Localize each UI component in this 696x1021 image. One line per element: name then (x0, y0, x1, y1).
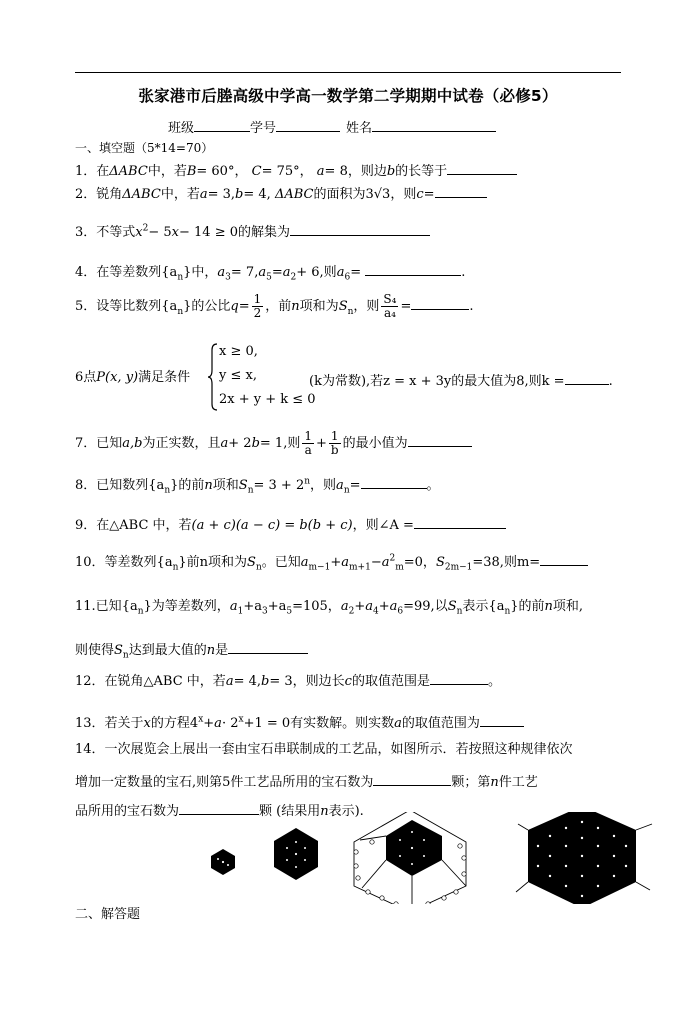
answer-blank-8[interactable] (361, 475, 427, 489)
question-4: 4．在等差数列$\{a_n\}$中，$a_3= 7,a_5=a_2+ 6$,则$a_6=$ . (75, 262, 465, 279)
question-6-suffix: (k为常数),若z = x + 3y的最大值为8,则k = . (309, 371, 613, 388)
gem-piece-1 (211, 849, 235, 875)
exam-title: 张家港市后塍高级中学高一数学第二学期期中试卷（必修5） (138, 87, 558, 105)
answer-blank-5[interactable] (411, 296, 469, 310)
fraction-one-half: $\frac{1}{2}$ (253, 292, 262, 321)
answer-blank-10[interactable] (540, 552, 588, 566)
question-1: 1．在ΔABC中，若B= 60°， C= 75°， a= 8，则边b的长等于 (75, 161, 517, 178)
header-rule (75, 72, 621, 73)
constraint-2: y ≤ x, (219, 368, 257, 383)
question-11-line-2: 则使得$S_n$达到最大值的n是 (75, 640, 308, 657)
number-label: 学号 (250, 121, 277, 136)
answer-blank-12[interactable] (430, 671, 488, 685)
question-11-line-1: 11.已知$\{a_n\}$为等差数列，$a_1+a_3+a_5=105$，$a_2+a_4+a_6=99$,以$S_n$表示$\{a_n\}$的前n项和, (75, 599, 584, 617)
question-14-line-3: 品所用的宝石数为 颗 (结果用n表示). (75, 801, 364, 818)
question-14-line-1: 14．一次展览会上展出一套由宝石串联制成的工艺品，如图所示．若按照这种规律依次 (75, 742, 573, 757)
gem-piece-2 (274, 828, 318, 880)
question-7: 7．已知a,b为正实数，且a+ 2b= 1,则 $\frac{1}{a}$ + $\frac{1}{b}$ 的最小值为 (75, 430, 472, 457)
section-fill-heading: 一、填空题（5*14=70） (75, 141, 214, 155)
name-label: 姓名 (346, 121, 373, 136)
class-label: 班级 (168, 121, 195, 136)
fraction-s4-a4: $\frac{\text{S₄}}{\text{a₄}}$ (383, 292, 397, 321)
answer-blank-7[interactable] (408, 433, 472, 447)
gem-piece-4 (516, 812, 652, 904)
brace-icon (207, 342, 219, 412)
answer-blank-3[interactable] (290, 222, 430, 236)
question-10: 10．等差数列$\{a_n\}$前n项和为$S_n$。已知$a_{m-1}+a_{m+1}-a^2_m=0$，$S_{2m-1}=38$,则m= (75, 552, 588, 569)
question-14-line-2: 增加一定数量的宝石,则第5件工艺品所用的宝石数为 颗；第n件工艺 (75, 772, 538, 789)
answer-blank-1[interactable] (447, 161, 517, 175)
question-5: 5．设等比数列$\{a_n\}$的公比q= $\frac{1}{2}$ ，前n项和为$S_n$，则 $\frac{\text{S₄}}{\text{a₄}}$ = . (75, 292, 474, 321)
answer-blank-9[interactable] (414, 515, 506, 529)
fraction-1-over-b: $\frac{1}{b}$ (330, 429, 339, 458)
fraction-1-over-a: $\frac{1}{a}$ (304, 429, 312, 458)
constraint-1: x ≥ 0, (219, 344, 258, 359)
section-answer-heading: 二、解答题 (75, 907, 141, 922)
answer-blank-13[interactable] (480, 713, 524, 727)
question-2: 2．锐角ΔABC中，若a= 3,b= 4, ΔABC的面积为3√3，则c= (75, 184, 487, 201)
gem-piece-3 (354, 812, 466, 904)
class-blank[interactable] (194, 118, 250, 132)
gem-hexagon-figure (190, 812, 660, 904)
name-blank[interactable] (372, 118, 496, 132)
constraint-3: 2x + y + k ≤ 0 (219, 392, 316, 407)
question-8: 8．已知数列$\{a_n\}$的前n项和$S_n= 3 + 2^n$，则$a_n=$ 。 (75, 476, 440, 496)
question-6-prefix: 6点P(x, y)满足条件 (75, 370, 191, 385)
answer-blank-11[interactable] (228, 640, 308, 654)
question-13: 13．若关于x的方程$4^x+a\cdot 2^x+1 = 0$有实数解。则实数a的取值范围为 (75, 713, 524, 730)
answer-blank-4[interactable] (365, 262, 461, 276)
answer-blank-2[interactable] (435, 184, 487, 198)
number-blank[interactable] (276, 118, 340, 132)
answer-blank-6[interactable] (565, 371, 609, 385)
question-12: 12．在锐角△ABC 中，若a= 4,b= 3，则边长c的取值范围是 。 (75, 671, 501, 688)
answer-blank-14a[interactable] (373, 772, 451, 786)
question-9: 9．在△ABC 中，若(a + c)(a − c) = b(b + c)，则∠A = (75, 515, 506, 532)
question-3: 3．不等式$x^2- 5x- 14 \ge 0$的解集为 (75, 222, 430, 239)
student-info-line (168, 118, 496, 135)
